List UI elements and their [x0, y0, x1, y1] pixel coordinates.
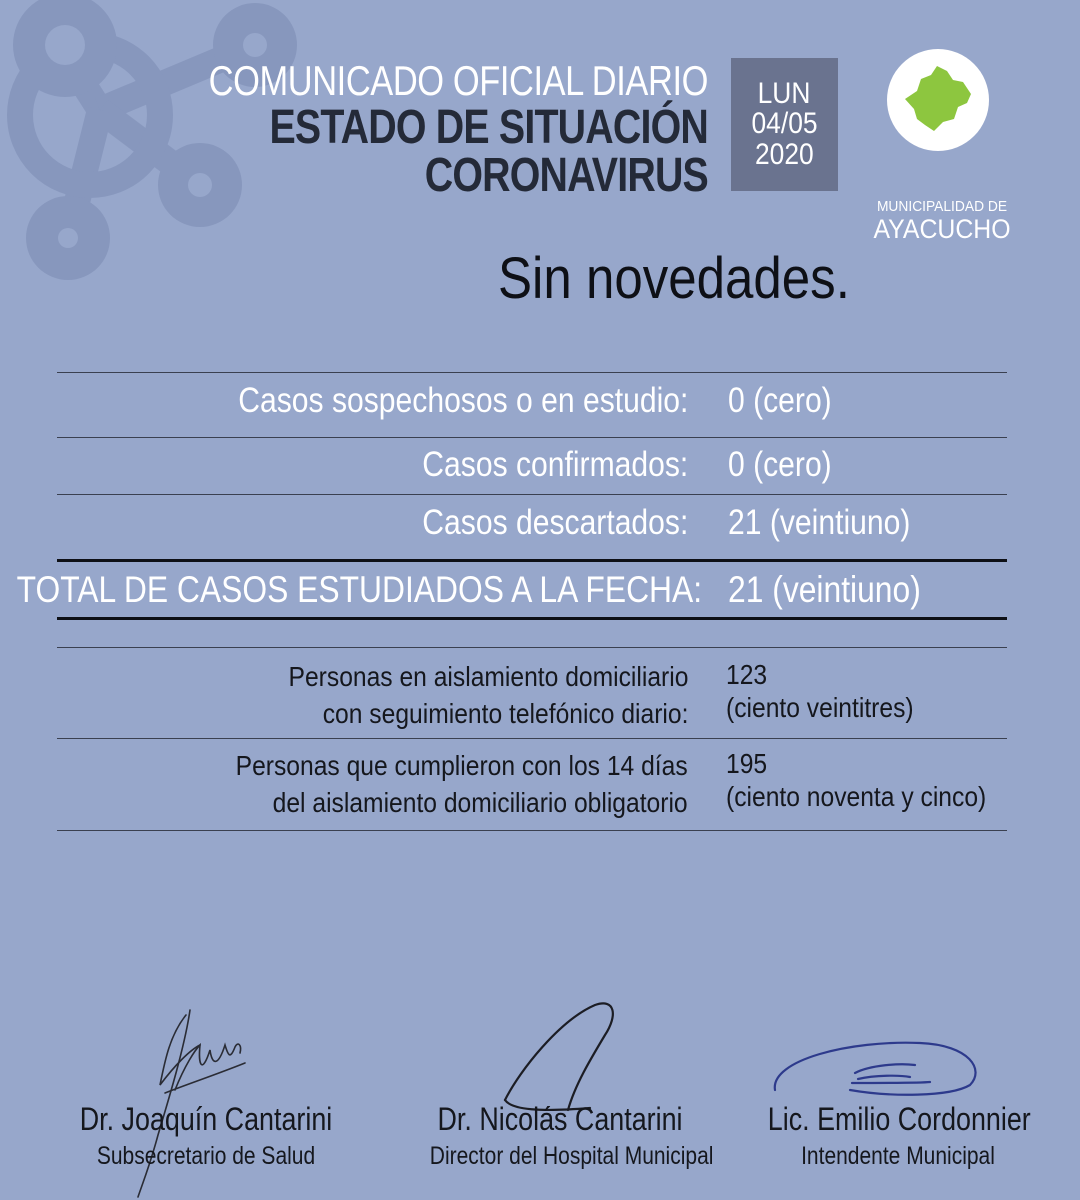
isolation-followup-label: [288, 658, 688, 732]
completed-isolation-number: 195: [726, 748, 768, 779]
divider-thick: [57, 559, 1007, 562]
signature-emilio-cordonnier: [770, 1035, 985, 1105]
isolation-followup-value: [726, 658, 914, 724]
total-cases-label: TOTAL DE CASOS ESTUDIADOS A LA FECHA:: [16, 569, 702, 610]
completed-isolation-label-line2: del aislamiento domiciliario obligatorio: [273, 787, 688, 818]
total-cases-value: 21 (veintiuno): [728, 569, 921, 610]
cases-suspected-label: Casos sospechosos o en estudio:: [237, 381, 688, 420]
divider: [57, 372, 1007, 373]
isolation-followup-number: 123: [726, 659, 768, 690]
header-titles: [208, 57, 708, 202]
cases-discarded-label: Casos descartados:: [421, 503, 688, 542]
divider: [57, 647, 1007, 648]
signature-block-health: [51, 1101, 361, 1171]
header-line-2: ESTADO DE SITUACIÓN: [269, 101, 708, 154]
signer-name: Lic. Emilio Cordonnier: [767, 1101, 1031, 1137]
date-year: 2020: [755, 137, 814, 171]
isolation-followup-words: (ciento veintitres): [726, 692, 914, 723]
divider: [57, 494, 1007, 495]
headline: Sin novedades.: [498, 246, 850, 311]
signature-block-mayor: [743, 1101, 1053, 1171]
cases-confirmed-value: 0 (cero): [728, 445, 832, 484]
logo-text-municipalidad: MUNICIPALIDAD DE: [876, 198, 1008, 215]
header-line-3: CORONAVIRUS: [424, 149, 708, 202]
signer-name: Dr. Nicolás Cantarini: [437, 1101, 683, 1137]
divider: [57, 830, 1007, 831]
completed-isolation-label: [236, 747, 688, 821]
header-line-1: COMUNICADO OFICIAL DIARIO: [208, 57, 708, 104]
signer-role: Subsecretario de Salud: [96, 1142, 316, 1170]
completed-isolation-label-line1: Personas que cumplieron con los 14 días: [235, 750, 688, 781]
date-date: 04/05: [751, 107, 818, 141]
date-day: LUN: [758, 76, 811, 110]
date-box: [731, 58, 838, 191]
isolation-followup-label-line2: con seguimiento telefónico diario:: [322, 698, 688, 729]
cases-discarded-value: 21 (veintiuno): [728, 503, 911, 542]
signature-block-hospital: [405, 1101, 715, 1171]
completed-isolation-value: [726, 747, 986, 813]
cases-suspected-value: 0 (cero): [728, 381, 832, 420]
divider: [57, 738, 1007, 739]
isolation-followup-label-line1: Personas en aislamiento domiciliario: [288, 661, 688, 692]
cases-confirmed-label: Casos confirmados:: [422, 445, 688, 484]
completed-isolation-words: (ciento noventa y cinco): [726, 781, 987, 812]
divider: [57, 437, 1007, 438]
municipality-logo: [862, 44, 1022, 244]
signer-name: Dr. Joaquín Cantarini: [79, 1101, 333, 1137]
signer-role: Intendente Municipal: [801, 1142, 995, 1170]
divider-thick: [57, 617, 1007, 620]
logo-text-ayacucho: AYACUCHO: [873, 214, 1011, 244]
ayacucho-map-icon: [887, 49, 989, 151]
signer-role: Director del Hospital Municipal: [429, 1142, 714, 1170]
